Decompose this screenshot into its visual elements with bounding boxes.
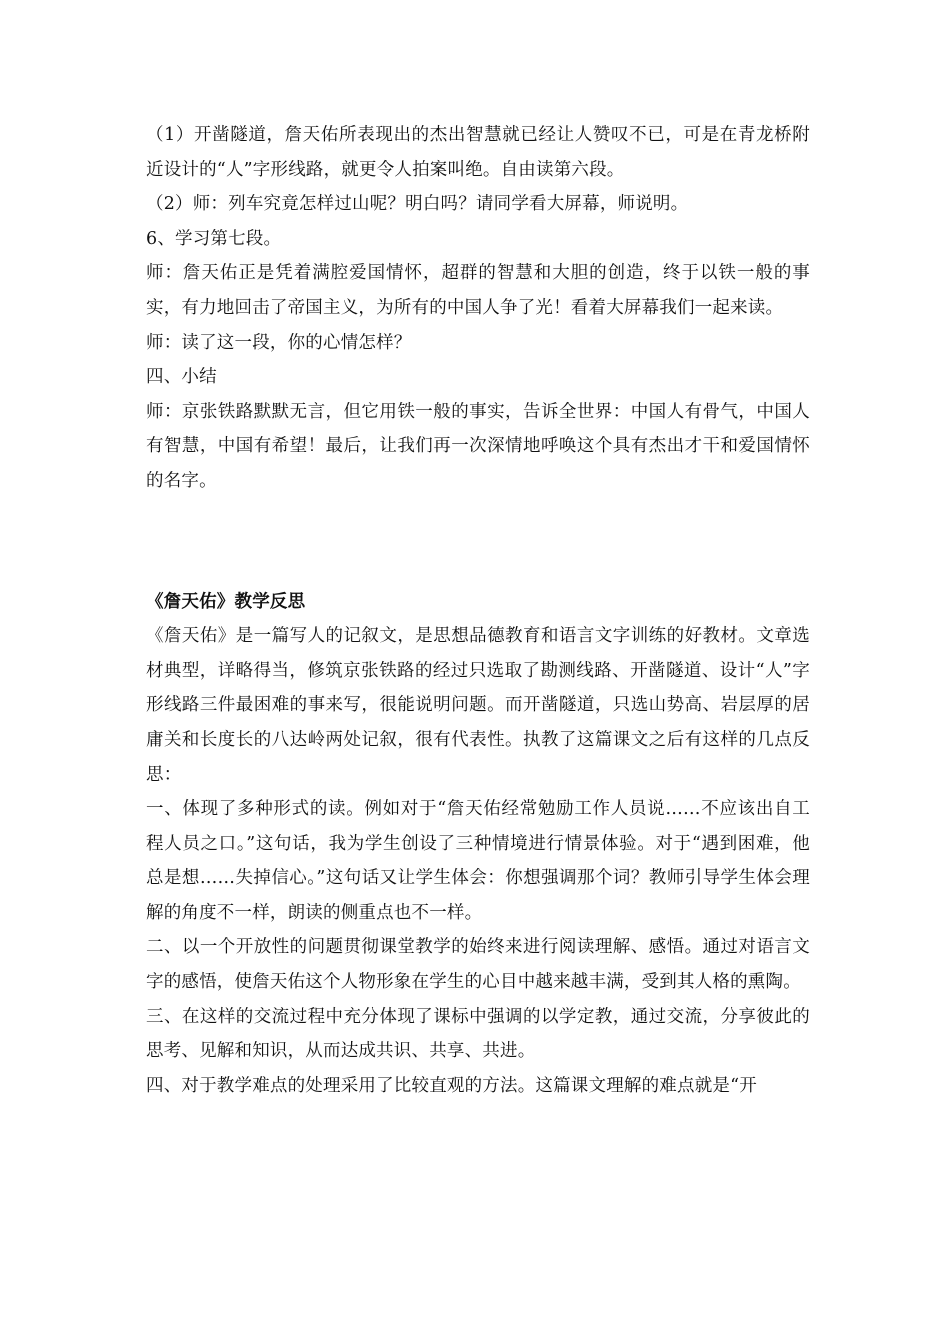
reflection-title: 《詹天佑》教学反思 <box>146 591 306 612</box>
paragraph-open-tunnel: （1）开凿隧道，詹天佑所表现出的杰出智慧就已经让人赞叹不已，可是在青龙桥附近设计的“人”字形线路，就更令人拍案叫绝。自由读第六段。 <box>146 125 810 180</box>
paragraph-summary: 师：京张铁路默默无言，但它用铁一般的事实，告诉全世界：中国人有骨气，中国人有智慧，中国有希望！最后，让我们再一次深情地呼唤这个具有杰出才干和爱国情怀的名字。 <box>146 401 810 491</box>
heading-summary: 四、小结 <box>146 367 217 388</box>
reflection-point-3: 三、在这样的交流过程中充分体现了课标中强调的以学定教，通过交流，分享彼此的思考、见解和知识，从而达成共识、共享、共进。 <box>146 1006 810 1062</box>
paragraph-train-over-mountain: （2）师：列车究竟怎样过山呢？明白吗？请同学看大屏幕，师说明。 <box>146 194 689 215</box>
reflection-point-4: 四、对于教学难点的处理采用了比较直观的方法。这篇课文理解的难点就是“开 <box>146 1075 757 1096</box>
document-body <box>146 118 810 1103</box>
reflection-intro: 《詹天佑》是一篇写人的记叙文，是思想品德教育和语言文字训练的好教材。文章选材典型，详略得当，修筑京张铁路的经过只选取了勘测线路、开凿隧道、设计“人”字形线路三件最困难的事来写，很能说明问题。而开凿隧道，只选山势高、岩层厚的居庸关和长度长的八达岭两处记叙，很有代表性。执教了这篇课文之后有这样的几点反思： <box>146 626 810 785</box>
reflection-point-2: 二、以一个开放性的问题贯彻课堂教学的始终来进行阅读理解、感悟。通过对语言文字的感悟，使詹天佑这个人物形象在学生的心目中越来越丰满，受到其人格的熏陶。 <box>146 937 810 993</box>
paragraph-teacher-patriotism: 师：詹天佑正是凭着满腔爱国情怀，超群的智慧和大胆的创造，终于以铁一般的事实，有力地回击了帝国主义，为所有的中国人争了光！看着大屏幕我们一起来读。 <box>146 263 810 318</box>
paragraph-teacher-question: 师：读了这一段，你的心情怎样？ <box>146 332 412 353</box>
reflection-point-1: 一、体现了多种形式的读。例如对于“詹天佑经常勉励工作人员说……不应该出自工程人员之口。”这句话，我为学生创设了三种情境进行情景体验。对于“遇到困难，他总是想……失掉信心。”这句话又让学生体会：你想强调那个词？教师引导学生体会理解的角度不一样，朗读的侧重点也不一样。 <box>146 799 810 923</box>
paragraph-study-seventh: 6、学习第七段。 <box>146 228 282 249</box>
section-gap <box>146 499 810 585</box>
